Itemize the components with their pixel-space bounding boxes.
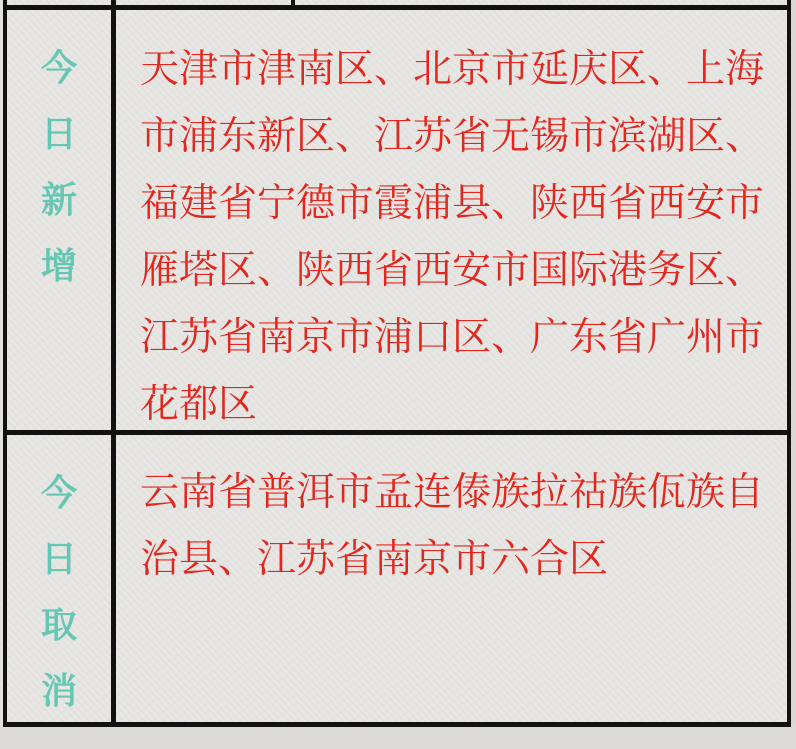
row-content-today-cancelled [116, 435, 787, 722]
label-char: 今 [40, 46, 77, 88]
label-char: 日 [40, 112, 77, 154]
district-list-line: 云南省普洱市孟连傣族拉祜族佤族自 [140, 471, 765, 514]
label-char: 日 [40, 537, 77, 579]
district-list-line: 江苏省南京市浦口区、广东省广州市 [140, 316, 765, 359]
label-char: 今 [40, 471, 77, 513]
district-list-line: 市浦东新区、江苏省无锡市滨湖区、 [140, 115, 765, 158]
row-label-today-cancelled [7, 435, 111, 722]
label-char: 消 [40, 669, 77, 711]
district-list-line: 花都区 [140, 383, 258, 426]
label-char: 取 [40, 603, 77, 645]
table-right-border [787, 0, 791, 727]
district-list-line: 治县、江苏省南京市六合区 [140, 538, 609, 581]
district-list-line: 雁塔区、陕西省西安市国际港务区、 [140, 249, 765, 292]
district-list-line: 福建省宁德市霞浦县、陕西省西安市 [140, 182, 765, 225]
label-char: 增 [40, 244, 77, 286]
label-char: 新 [40, 178, 77, 220]
table-bottom-border [3, 722, 791, 727]
row-content-today-new [116, 10, 787, 430]
district-list-line: 天津市津南区、北京市延庆区、上海 [140, 48, 765, 91]
page-bottom-margin [0, 727, 796, 749]
row-label-today-new [7, 10, 111, 430]
